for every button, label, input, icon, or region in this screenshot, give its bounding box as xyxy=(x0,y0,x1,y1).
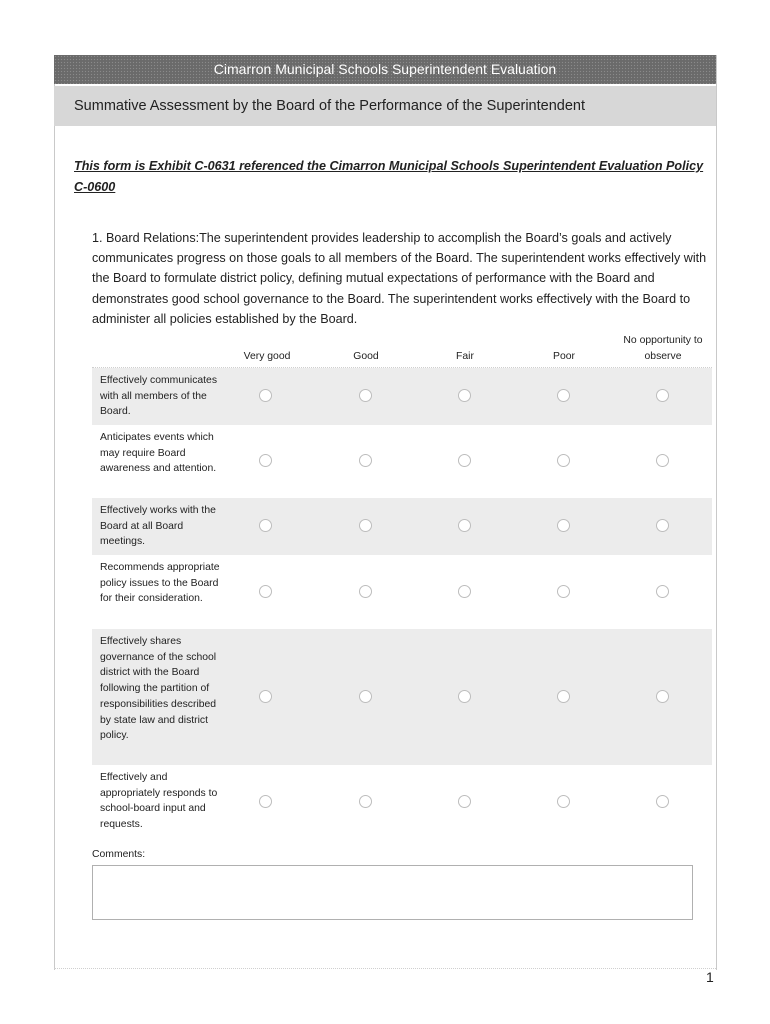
column-header-no-opportunity: No opportunity to observe xyxy=(623,335,703,362)
rating-row xyxy=(92,765,712,838)
radio-good[interactable] xyxy=(359,795,372,808)
rating-row xyxy=(92,555,712,629)
radio-good[interactable] xyxy=(359,690,372,703)
page-bottom-divider xyxy=(54,968,716,970)
radio-good[interactable] xyxy=(359,389,372,402)
radio-no-opportunity[interactable] xyxy=(656,454,669,467)
radio-fair[interactable] xyxy=(458,585,471,598)
rating-row xyxy=(92,425,712,498)
question-text: 1. Board Relations:The superintendent provides leadership to accomplish the Board’s goals and actively communicates progress on those goals to all members of the Board. The superintendent works effectively with the Board to formulate district policy, defining mutual expectations of performance with the Board and demonstrates good school governance to the Board. The superintendent works effectively with the Board to administer all policies established by the Board. xyxy=(92,231,707,326)
column-header-very-good: Very good xyxy=(243,351,291,362)
rating-row xyxy=(92,498,712,555)
row-label: Effectively works with the Board at all Board meetings. xyxy=(100,505,216,548)
radio-fair[interactable] xyxy=(458,795,471,808)
radio-poor[interactable] xyxy=(557,389,570,402)
comments-label: Comments: xyxy=(92,849,146,860)
radio-good[interactable] xyxy=(359,585,372,598)
form-title-bar xyxy=(54,55,716,84)
radio-very-good[interactable] xyxy=(259,795,272,808)
radio-no-opportunity[interactable] xyxy=(656,585,669,598)
exhibit-note: This form is Exhibit C-0631 referenced the Cimarron Municipal Schools Superintendent Evaluation Policy C-0600 xyxy=(74,159,704,194)
radio-no-opportunity[interactable] xyxy=(656,389,669,402)
radio-no-opportunity[interactable] xyxy=(656,690,669,703)
row-label: Effectively and appropriately responds to school-board input and requests. xyxy=(100,772,218,831)
radio-very-good[interactable] xyxy=(259,389,272,402)
radio-poor[interactable] xyxy=(557,454,570,467)
column-header-fair: Fair xyxy=(456,351,474,362)
radio-fair[interactable] xyxy=(458,389,471,402)
radio-poor[interactable] xyxy=(557,585,570,598)
form-subtitle: Summative Assessment by the Board of the Performance of the Superintendent xyxy=(74,98,586,114)
radio-very-good[interactable] xyxy=(259,519,272,532)
radio-no-opportunity[interactable] xyxy=(656,795,669,808)
radio-poor[interactable] xyxy=(557,795,570,808)
form-subtitle-bar xyxy=(54,86,716,126)
page-number: 1 xyxy=(706,969,714,985)
row-label: Anticipates events which may require Board awareness and attention. xyxy=(100,432,217,475)
rating-row xyxy=(92,629,712,765)
radio-poor[interactable] xyxy=(557,690,570,703)
column-header-good: Good xyxy=(353,351,379,362)
radio-fair[interactable] xyxy=(458,519,471,532)
row-label: Effectively communicates with all members of the Board. xyxy=(100,375,218,418)
column-header-poor: Poor xyxy=(553,351,575,362)
radio-good[interactable] xyxy=(359,454,372,467)
radio-very-good[interactable] xyxy=(259,585,272,598)
row-label: Recommends appropriate policy issues to the Board for their consideration. xyxy=(100,562,220,605)
radio-fair[interactable] xyxy=(458,454,471,467)
radio-no-opportunity[interactable] xyxy=(656,519,669,532)
radio-very-good[interactable] xyxy=(259,690,272,703)
radio-fair[interactable] xyxy=(458,690,471,703)
row-label: Effectively shares governance of the school district with the Board following the partition of responsibilities described by state law and district policy. xyxy=(100,636,217,742)
radio-very-good[interactable] xyxy=(259,454,272,467)
radio-good[interactable] xyxy=(359,519,372,532)
form-title: Cimarron Municipal Schools Superintendent Evaluation xyxy=(213,61,557,77)
comments-input[interactable] xyxy=(92,865,693,920)
rating-row xyxy=(92,368,712,425)
radio-poor[interactable] xyxy=(557,519,570,532)
